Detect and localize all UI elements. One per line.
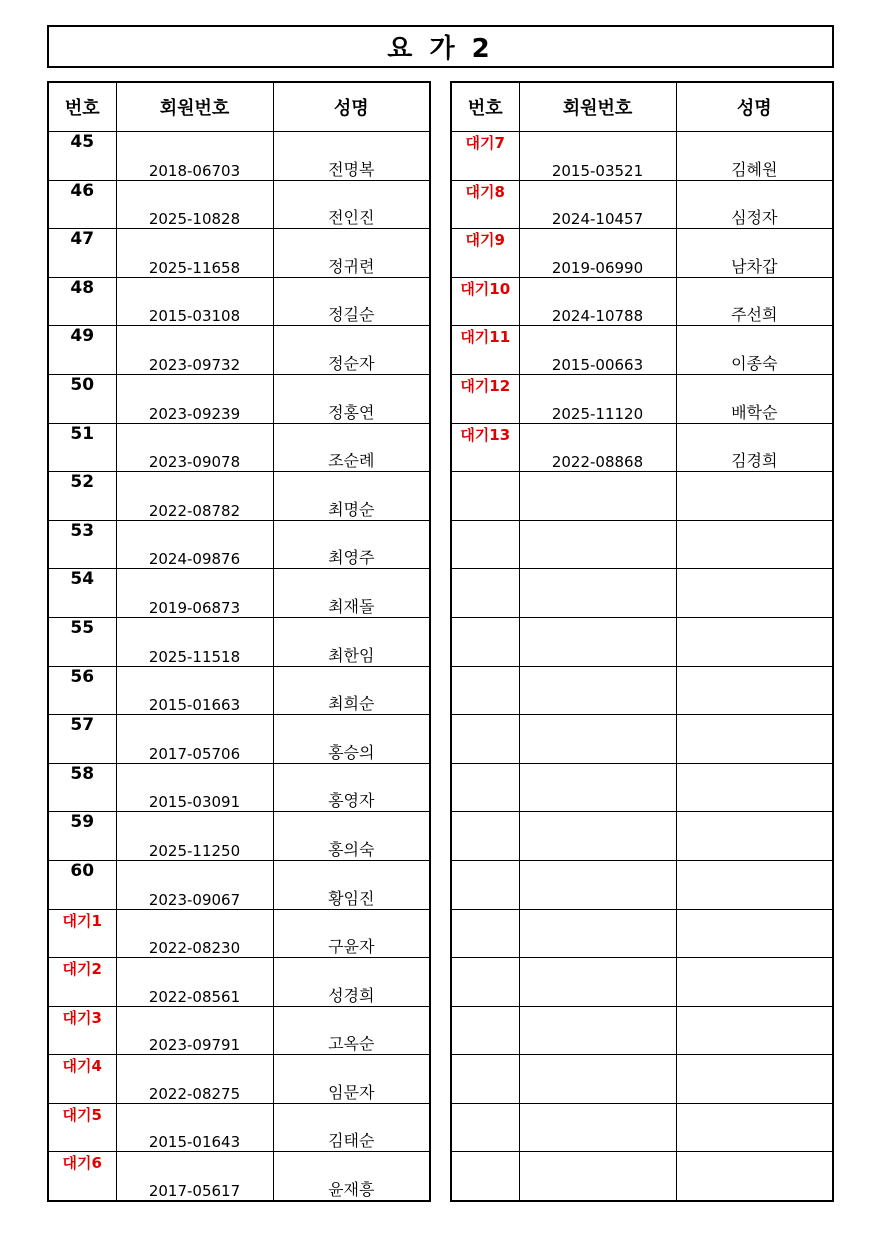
cell-name	[676, 715, 833, 764]
cell-number	[451, 860, 519, 909]
cell-name: 최명순	[273, 472, 430, 521]
cell-member-id: 2022-08275	[116, 1055, 273, 1104]
cell-name	[676, 909, 833, 958]
header-row	[451, 82, 833, 132]
table-row	[451, 1055, 833, 1104]
cell-name: 이종숙	[676, 326, 833, 375]
table-row	[48, 812, 430, 861]
cell-name	[676, 860, 833, 909]
roster-table-right	[450, 81, 834, 1202]
cell-name: 김혜원	[676, 132, 833, 181]
table-row	[48, 326, 430, 375]
cell-member-id	[519, 860, 676, 909]
cell-member-id: 2019-06873	[116, 569, 273, 618]
cell-number: 56	[48, 666, 116, 715]
table-row	[48, 374, 430, 423]
cell-number: 53	[48, 520, 116, 569]
cell-name: 정홍연	[273, 374, 430, 423]
table-row	[48, 1006, 430, 1055]
cell-name: 홍승의	[273, 715, 430, 764]
cell-name	[676, 1006, 833, 1055]
cell-member-id: 2022-08868	[519, 423, 676, 472]
cell-name	[676, 569, 833, 618]
roster-body-left	[48, 132, 430, 1202]
cell-member-id	[519, 958, 676, 1007]
cell-name	[676, 1055, 833, 1104]
cell-number	[451, 1055, 519, 1104]
cell-name	[676, 1152, 833, 1201]
cell-member-id: 2017-05706	[116, 715, 273, 764]
cell-name	[676, 617, 833, 666]
table-row	[451, 374, 833, 423]
table-row	[451, 277, 833, 326]
table-row	[48, 229, 430, 278]
table-row	[451, 520, 833, 569]
cell-name: 김경희	[676, 423, 833, 472]
table-row	[451, 569, 833, 618]
cell-member-id: 2024-10788	[519, 277, 676, 326]
cell-name: 정길순	[273, 277, 430, 326]
table-row	[48, 423, 430, 472]
cell-member-id	[519, 1103, 676, 1152]
cell-name: 구윤자	[273, 909, 430, 958]
table-row	[451, 666, 833, 715]
cell-member-id: 2023-09732	[116, 326, 273, 375]
table-row	[48, 763, 430, 812]
cell-member-id: 2019-06990	[519, 229, 676, 278]
cell-member-id: 2018-06703	[116, 132, 273, 181]
cell-name	[676, 763, 833, 812]
table-row	[451, 132, 833, 181]
column-header-name: 성명	[273, 82, 430, 132]
cell-name: 주선희	[676, 277, 833, 326]
cell-number: 58	[48, 763, 116, 812]
cell-name: 최한임	[273, 617, 430, 666]
table-row	[48, 617, 430, 666]
cell-name: 최희순	[273, 666, 430, 715]
cell-number: 대기11	[451, 326, 519, 375]
cell-name: 최영주	[273, 520, 430, 569]
cell-number: 55	[48, 617, 116, 666]
cell-number: 대기10	[451, 277, 519, 326]
cell-member-id: 2023-09078	[116, 423, 273, 472]
cell-member-id: 2015-00663	[519, 326, 676, 375]
cell-name: 임문자	[273, 1055, 430, 1104]
table-row	[451, 617, 833, 666]
cell-name: 심정자	[676, 180, 833, 229]
table-row	[451, 763, 833, 812]
header-row	[48, 82, 430, 132]
table-row	[48, 666, 430, 715]
table-row	[48, 715, 430, 764]
table-row	[48, 1152, 430, 1201]
table-row	[48, 569, 430, 618]
cell-number: 46	[48, 180, 116, 229]
cell-number: 대기2	[48, 958, 116, 1007]
cell-member-id: 2015-03091	[116, 763, 273, 812]
cell-member-id: 2017-05617	[116, 1152, 273, 1201]
cell-name: 고옥순	[273, 1006, 430, 1055]
cell-member-id: 2015-03108	[116, 277, 273, 326]
cell-member-id	[519, 812, 676, 861]
table-row	[48, 520, 430, 569]
cell-member-id: 2023-09067	[116, 860, 273, 909]
page-title: 요 가 2	[387, 34, 494, 64]
table-row	[48, 277, 430, 326]
cell-name	[676, 472, 833, 521]
column-header-name: 성명	[676, 82, 833, 132]
table-row	[451, 715, 833, 764]
cell-member-id	[519, 617, 676, 666]
cell-member-id	[519, 1152, 676, 1201]
cell-name: 정순자	[273, 326, 430, 375]
column-header-number: 번호	[451, 82, 519, 132]
cell-name: 정귀련	[273, 229, 430, 278]
cell-number	[451, 715, 519, 764]
table-row	[48, 472, 430, 521]
cell-number	[451, 812, 519, 861]
cell-member-id	[519, 763, 676, 812]
cell-name: 남차갑	[676, 229, 833, 278]
table-row	[451, 1006, 833, 1055]
column-header-member-id: 회원번호	[116, 82, 273, 132]
cell-number	[451, 909, 519, 958]
cell-number	[451, 958, 519, 1007]
cell-name	[676, 1103, 833, 1152]
cell-number: 대기13	[451, 423, 519, 472]
page-title-box	[47, 25, 834, 68]
cell-number	[451, 472, 519, 521]
cell-number: 대기3	[48, 1006, 116, 1055]
cell-number	[451, 569, 519, 618]
table-row	[451, 472, 833, 521]
table-row	[48, 132, 430, 181]
cell-number: 47	[48, 229, 116, 278]
column-header-number: 번호	[48, 82, 116, 132]
cell-member-id: 2022-08782	[116, 472, 273, 521]
cell-number: 대기12	[451, 374, 519, 423]
cell-number: 60	[48, 860, 116, 909]
cell-name	[676, 520, 833, 569]
cell-number: 45	[48, 132, 116, 181]
table-row	[451, 1103, 833, 1152]
cell-member-id: 2024-10457	[519, 180, 676, 229]
cell-member-id: 2024-09876	[116, 520, 273, 569]
cell-member-id	[519, 1055, 676, 1104]
cell-name: 최재돌	[273, 569, 430, 618]
cell-number: 대기5	[48, 1103, 116, 1152]
cell-name: 배학순	[676, 374, 833, 423]
cell-number	[451, 1006, 519, 1055]
cell-name: 성경희	[273, 958, 430, 1007]
roster-table-left	[47, 81, 431, 1202]
cell-number: 대기7	[451, 132, 519, 181]
cell-name	[676, 666, 833, 715]
cell-name: 전명복	[273, 132, 430, 181]
cell-member-id: 2025-11658	[116, 229, 273, 278]
cell-member-id: 2023-09791	[116, 1006, 273, 1055]
table-row	[48, 909, 430, 958]
cell-number	[451, 1152, 519, 1201]
cell-member-id: 2015-03521	[519, 132, 676, 181]
cell-number: 대기1	[48, 909, 116, 958]
cell-member-id: 2025-11250	[116, 812, 273, 861]
cell-member-id	[519, 472, 676, 521]
cell-name	[676, 958, 833, 1007]
cell-member-id	[519, 569, 676, 618]
table-row	[451, 1152, 833, 1201]
cell-member-id: 2015-01663	[116, 666, 273, 715]
cell-name	[676, 812, 833, 861]
table-row	[48, 1103, 430, 1152]
table-row	[48, 958, 430, 1007]
cell-number: 57	[48, 715, 116, 764]
cell-member-id: 2022-08230	[116, 909, 273, 958]
cell-name: 홍의숙	[273, 812, 430, 861]
cell-number: 대기4	[48, 1055, 116, 1104]
cell-member-id	[519, 520, 676, 569]
table-row	[451, 180, 833, 229]
cell-member-id	[519, 1006, 676, 1055]
cell-number: 대기9	[451, 229, 519, 278]
cell-member-id	[519, 909, 676, 958]
cell-name: 전인진	[273, 180, 430, 229]
cell-member-id: 2025-11120	[519, 374, 676, 423]
cell-number: 54	[48, 569, 116, 618]
table-row	[451, 326, 833, 375]
cell-number	[451, 666, 519, 715]
cell-name: 황임진	[273, 860, 430, 909]
cell-number: 51	[48, 423, 116, 472]
table-row	[451, 229, 833, 278]
cell-number	[451, 1103, 519, 1152]
table-row	[48, 1055, 430, 1104]
table-row	[48, 860, 430, 909]
cell-member-id: 2015-01643	[116, 1103, 273, 1152]
cell-member-id: 2025-11518	[116, 617, 273, 666]
cell-name: 윤재흥	[273, 1152, 430, 1201]
cell-name: 조순례	[273, 423, 430, 472]
cell-number: 대기6	[48, 1152, 116, 1201]
cell-number	[451, 617, 519, 666]
cell-name: 김태순	[273, 1103, 430, 1152]
cell-member-id: 2023-09239	[116, 374, 273, 423]
roster-body-right	[451, 132, 833, 1202]
cell-number	[451, 763, 519, 812]
table-row	[48, 180, 430, 229]
cell-name: 홍영자	[273, 763, 430, 812]
cell-number: 49	[48, 326, 116, 375]
table-row	[451, 909, 833, 958]
cell-number: 59	[48, 812, 116, 861]
table-row	[451, 812, 833, 861]
cell-number	[451, 520, 519, 569]
column-header-member-id: 회원번호	[519, 82, 676, 132]
cell-member-id	[519, 666, 676, 715]
cell-member-id: 2025-10828	[116, 180, 273, 229]
cell-member-id: 2022-08561	[116, 958, 273, 1007]
cell-number: 50	[48, 374, 116, 423]
cell-number: 대기8	[451, 180, 519, 229]
cell-number: 52	[48, 472, 116, 521]
cell-member-id	[519, 715, 676, 764]
cell-number: 48	[48, 277, 116, 326]
table-row	[451, 958, 833, 1007]
table-row	[451, 423, 833, 472]
table-row	[451, 860, 833, 909]
